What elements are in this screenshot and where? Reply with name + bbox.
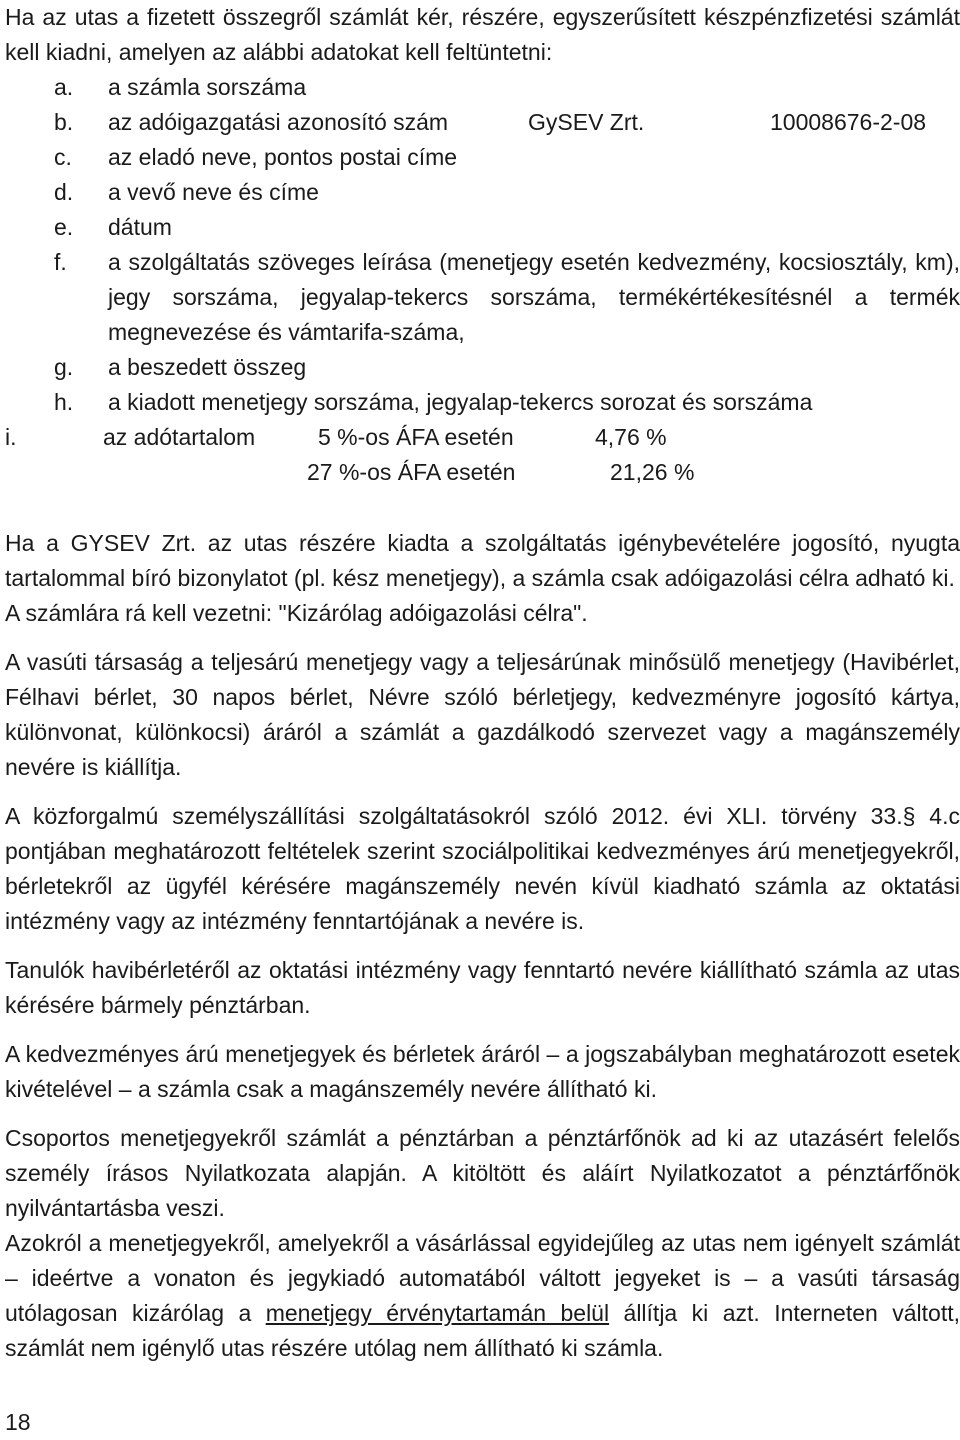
paragraph-discount-tickets: A kedvezményes árú menetjegyek és bérletek áráról – a jogszabályban meghatározott esetek kivételével – a számla csak a magánszemély nevére állítható ki. — [5, 1041, 960, 1102]
list-marker: g. — [54, 354, 74, 380]
list-item — [5, 70, 960, 105]
list-item — [5, 385, 960, 420]
list-item-text: a kiadott menetjegy sorszáma, jegyalap-tekercs sorozat és sorszáma — [108, 389, 813, 415]
retroactive-text-end: állítja ki azt. Interneten váltott, számlát nem igénylő utas részére utólag nem állítható ki számla. — [5, 1300, 960, 1361]
paragraph-social-discount: A közforgalmú személyszállítási szolgáltatásokról szóló 2012. évi XLI. törvény 33.§ 4.c pontjában meghatározott feltételek szerint szociálpolitikai kedvezményes árú menetjegyekről, bérletekről az ügyfél kérésére magánszemély nevén kívül kiadható számla az oktatási intézmény vagy az intézmény fenntartójának a nevére is. — [5, 803, 960, 934]
intro-paragraph: Ha az utas a fizetett összegről számlát kér, részére, egyszerűsített készpénzfizetési számlát kell kiadni, amelyen az alábbi adatokat kell feltüntetni: — [5, 4, 960, 65]
paragraph-full-fare: A vasúti társaság a teljesárú menetjegy vagy a teljesárúnak minősülő menetjegy (Havibérlet, Félhavi bérlet, 30 napos bérlet, Névre szóló bérletjegy, kedvezményre jogosító kártya, különvonat, különkocsi) áráról a számlát a gazdálkodó szervezet vagy a magánszemély nevére is kiállítja. — [5, 649, 960, 780]
list-marker: b. — [54, 109, 74, 135]
list-marker: f. — [54, 249, 67, 275]
list-item — [5, 175, 960, 210]
tax-id-number: 10008676-2-08 — [770, 109, 927, 135]
company-name: GySEV Zrt. — [528, 109, 645, 135]
list-marker: e. — [54, 214, 74, 240]
tax-id-label: az adóigazgatási azonosító szám — [108, 109, 449, 135]
list-item — [5, 140, 960, 175]
list-marker: a. — [54, 74, 74, 100]
list-item-text: a számla sorszáma — [108, 74, 307, 100]
list-marker: c. — [54, 144, 72, 170]
list-item-text: a vevő neve és címe — [108, 179, 319, 205]
list-item — [5, 245, 960, 350]
page-number: 18 — [5, 1409, 31, 1435]
vat-rate-5: 5 %-os ÁFA esetén — [318, 424, 514, 450]
list-item — [5, 350, 960, 385]
vat-rate-27: 27 %-os ÁFA esetén — [307, 459, 516, 485]
list-marker: d. — [54, 179, 74, 205]
retroactive-text-start: Azokról a menetjegyekről, amelyekről a vásárlással egyidejűleg az utas nem igényelt számlát – ideértve a vonaton és jegykiadó automatából váltott jegyeket is – a vasúti társaság utólagosan kizárólag a — [5, 1230, 960, 1326]
list-item — [5, 210, 960, 245]
invoice-fields-list — [5, 70, 960, 490]
underlined-validity-phrase: menetjegy érvénytartamán belül — [265, 1300, 610, 1326]
paragraph-receipt-rule: Ha a GYSEV Zrt. az utas részére kiadta a szolgáltatás igénybevételére jogosító, nyugta tartalommal bíró bizonylatot (pl. kész menetjegy), a számla csak adóigazolási célra adható ki. — [5, 530, 960, 591]
paragraph-group-tickets: Csoportos menetjegyekről számlát a pénztárban a pénztárfőnök ad ki az utazásért felelős személy írásos Nyilatkozata alapján. A kitöltött és aláírt Nyilatkozatot a pénztárfőnök nyilvántartásba veszi. — [5, 1125, 960, 1221]
list-item-text: a szolgáltatás szöveges leírása (menetjegy esetén kedvezmény, kocsiosztály, km), jegy sorszáma, jegyalap-tekercs sorszáma, termékértékesítésnél a termék megnevezése és vámtarifa-száma, — [108, 249, 960, 345]
vat-value-27: 21,26 % — [610, 459, 695, 485]
list-marker: i. — [5, 424, 17, 450]
paragraph-student-pass: Tanulók havibérletéről az oktatási intézmény vagy fenntartó nevére kiállítható számla az utas kérésére bármely pénztárban. — [5, 957, 960, 1018]
paragraph-tax-only-note: A számlára rá kell vezetni: "Kizárólag adóigazolási célra". — [5, 600, 588, 626]
list-item-vat — [5, 420, 960, 490]
document-page — [5, 0, 960, 1366]
vat-label: az adótartalom — [103, 424, 256, 450]
vat-value-5: 4,76 % — [595, 424, 667, 450]
list-item — [5, 105, 960, 140]
list-marker: h. — [54, 389, 74, 415]
list-item-text: a beszedett összeg — [108, 354, 307, 380]
list-item-text: dátum — [108, 214, 172, 240]
paragraph-retroactive-invoice — [5, 1226, 960, 1366]
list-item-text: az eladó neve, pontos postai címe — [108, 144, 458, 170]
